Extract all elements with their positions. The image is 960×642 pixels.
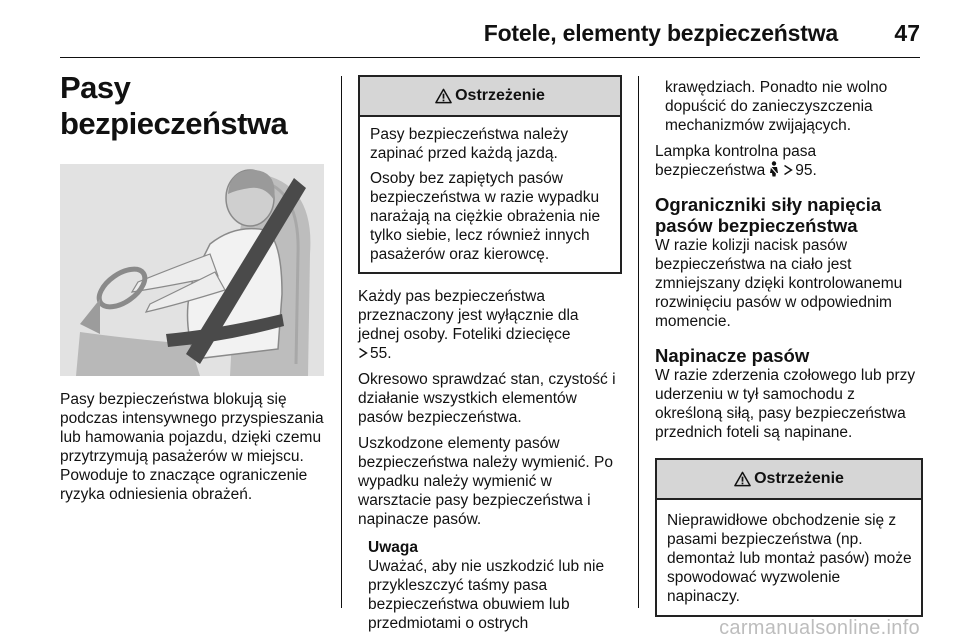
pretensioners-paragraph: W razie zderzenia czołowego lub przy uderzeniu w tył samochodu z określoną siłą, pasy bezpieczeństwa przednich foteli są napinane. <box>655 367 916 441</box>
inspection-paragraph: Okresowo sprawdzać stan, czystość i działanie wszystkich elementów pasów bezpieczeństwa. <box>358 371 616 426</box>
arrow-reference-icon <box>783 164 793 176</box>
arrow-reference-icon <box>358 347 368 359</box>
note-text: Uważać, aby nie uszkodzić lub nie przykleszczyć taśmy pasa bezpieczeństwa obuwiem lub przedmiotami o ostrych <box>368 558 605 632</box>
driver-with-seatbelt-image <box>60 164 324 376</box>
page-reference[interactable]: 55. <box>370 345 392 362</box>
single-person-paragraph: Każdy pas bezpieczeństwa przeznaczony jest wyłącznie dla jednej osoby. Foteliki dziecięce 55. <box>358 288 579 362</box>
section-heading-seatbelts: Pasy bezpieczeństwa <box>60 70 288 141</box>
note-block <box>358 538 622 633</box>
load-limiters-paragraph: W razie kolizji nacisk pasów bezpieczeństwa na ciało jest zmniejszany dzięki kontrolowanemu rozwinięciu pasów w odpowiednim momencie. <box>655 237 903 330</box>
header-divider <box>60 57 920 58</box>
column-3 <box>655 78 923 617</box>
warning-box-1 <box>358 75 622 274</box>
warning-text: Nieprawidłowe obchodzenie się z pasami bezpieczeństwa (np. demontaż lub montaż pasów) może spowodować wyzwolenie napinaczy. <box>667 512 912 605</box>
page-number: 47 <box>894 20 920 46</box>
warning-header <box>657 460 921 500</box>
watermark: carmanualsonline.info <box>719 617 920 639</box>
warning-triangle-icon <box>435 88 452 104</box>
seatbelt-illustration <box>60 164 324 376</box>
warning-body <box>360 117 620 272</box>
belt-lamp-paragraph: Lampka kontrolna pasa bezpieczeństwa 95. <box>655 143 817 179</box>
warning-text-1: Pasy bezpieczeństwa należy zapinać przed każdą jazdą. <box>370 126 569 162</box>
warning-triangle-icon <box>734 471 751 487</box>
column-divider-1 <box>341 76 342 608</box>
column-1 <box>60 70 328 504</box>
replacement-paragraph: Uszkodzone elementy pasów bezpieczeństwa należy wymienić. Po wypadku należy wymienić w warsztacie pasy bezpieczeństwa i napinacze pasów. <box>358 435 614 528</box>
note-continuation: krawędziach. Ponadto nie wolno dopuścić do zanieczyszczenia mechanizmów zwijających. <box>665 79 888 134</box>
warning-label: Ostrzeżenie <box>754 470 844 487</box>
column-2 <box>358 75 622 633</box>
warning-body <box>657 500 921 615</box>
warning-text-2: Osoby bez zapiętych pasów bezpieczeństwa w razie wypadku narażają na ciężkie obrażenia nie tylko siebie, lecz również innych pasażerów oraz kierowcę. <box>370 170 601 263</box>
page-header <box>60 12 920 56</box>
column-divider-2 <box>638 76 639 608</box>
note-title: Uwaga <box>368 539 418 556</box>
header-title: Fotele, elementy bezpieczeństwa <box>483 20 838 46</box>
seatbelt-intro-paragraph: Pasy bezpieczeństwa blokują się podczas intensywnego przyspieszania lub hamowania pojazdu, dzięki czemu przytrzymują pasażerów w miejscu. Powoduje to znaczące ograniczenie ryzyka odniesienia obrażeń. <box>60 391 324 503</box>
warning-label: Ostrzeżenie <box>455 87 545 104</box>
page-reference[interactable]: 95. <box>795 162 817 179</box>
warning-box-2 <box>655 458 923 617</box>
warning-header <box>360 77 620 117</box>
heading-pretensioners: Napinacze pasów <box>655 345 810 366</box>
seatbelt-warning-icon <box>767 161 781 177</box>
heading-load-limiters: Ograniczniki siły napięcia pasów bezpieczeństwa <box>655 194 882 236</box>
